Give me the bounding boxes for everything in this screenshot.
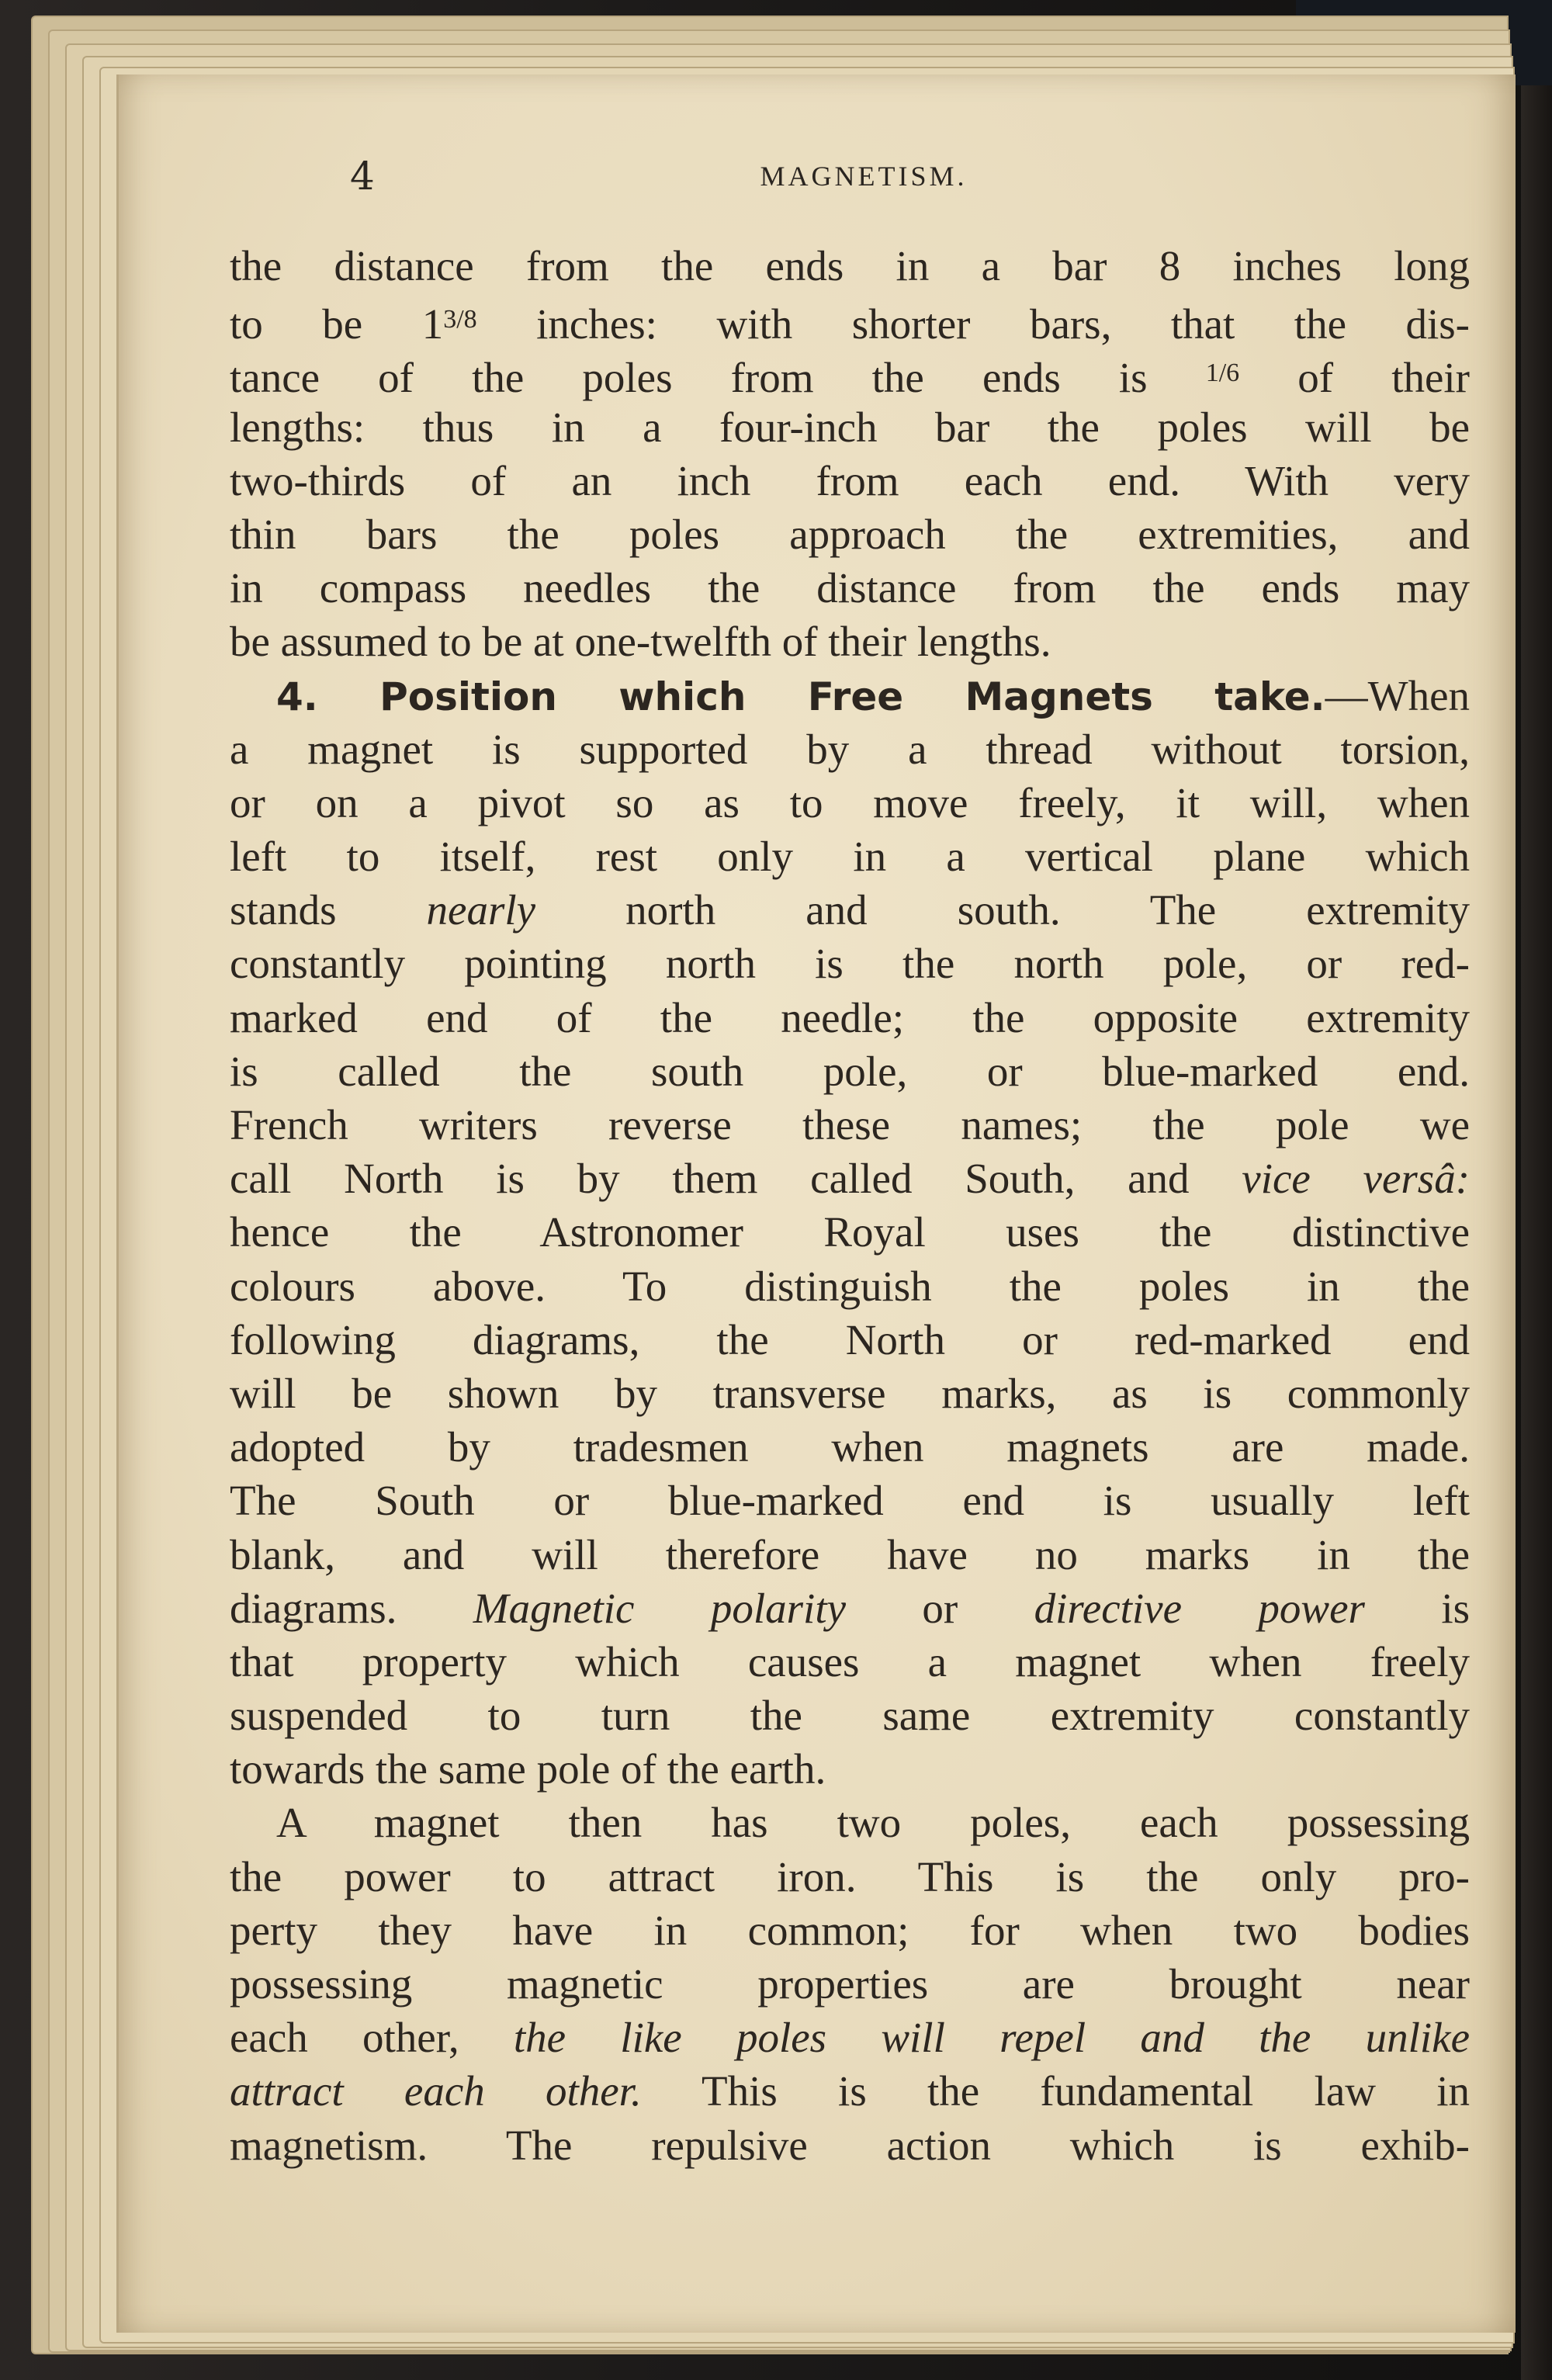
text-line: possessing magnetic properties are brought near: [230, 1960, 1470, 2008]
fraction: 3/8: [443, 305, 477, 334]
text-line: perty they have in common; for when two bodies: [230, 1906, 1470, 1954]
section-heading: 4. Position which Free Magnets take.: [276, 674, 1325, 719]
text-line: is called the south pole, or blue-marked end.: [230, 1047, 1470, 1095]
text-line: the power to attract iron. This is the only pro-: [230, 1852, 1470, 1900]
text-line: two-thirds of an inch from each end. With very: [230, 456, 1470, 504]
text-line: stands nearly north and south. The extremity: [230, 886, 1471, 934]
body-text: [230, 239, 1470, 2172]
text-line: call North is by them called South, and vice versâ:: [230, 1155, 1471, 1203]
page-number: 4: [350, 154, 375, 199]
text-line: the distance from the ends in a bar 8 inches long: [230, 242, 1470, 289]
text-line: a magnet is supported by a thread without torsion,: [230, 725, 1470, 773]
text-line: attract each other. This is the fundamental law in: [230, 2067, 1471, 2115]
text-line: colours above. To distinguish the poles in the: [230, 1262, 1470, 1310]
text-line: suspended to turn the same extremity constantly: [230, 1692, 1470, 1740]
book-binding: [1521, 0, 1552, 2380]
text-line: will be shown by transverse marks, as is commonly: [230, 1369, 1470, 1417]
text-line: constantly pointing north is the north pole, or red-: [230, 940, 1470, 988]
running-head: [119, 154, 1516, 208]
text-line: thin bars the poles approach the extremities, and: [230, 510, 1470, 558]
text-line: that property which causes a magnet when freely: [230, 1637, 1470, 1685]
text-line: hence the Astronomer Royal uses the distinctive: [230, 1208, 1470, 1256]
text-line: or on a pivot so as to move freely, it will, when: [230, 778, 1470, 826]
text-line: magnetism. The repulsive action which is exhib-: [230, 2121, 1470, 2169]
text-line: A magnet then has two poles, each possessing: [276, 1799, 1470, 1847]
text-line: diagrams. Magnetic polarity or directive power is: [230, 1584, 1471, 1632]
text-line: left to itself, rest only in a vertical plane which: [230, 833, 1470, 881]
text-line: The South or blue-marked end is usually left: [230, 1477, 1470, 1525]
text-line: each other, the like poles will repel and the unlike: [230, 2014, 1470, 2062]
text-line: tance of the poles from the ends is $^{1/6}$ of their: [230, 354, 1470, 402]
text-line: blank, and will therefore have no marks in the: [230, 1530, 1470, 1578]
fraction: 1/6: [1205, 359, 1240, 388]
text-line: marked end of the needle; the opposite extremity: [230, 993, 1470, 1041]
text-line: following diagrams, the North or red-marked end: [230, 1315, 1470, 1363]
text-line: lengths: thus in a four-inch bar the poles will be: [230, 403, 1470, 451]
text-line: be assumed to be at one-twelfth of their lengths.: [230, 618, 1051, 666]
text-line: to be $1^{3/8}$ inches: with shorter bars, that the dis-: [230, 300, 1470, 348]
text-line: in compass needles the distance from the ends may: [230, 564, 1470, 612]
text-line: French writers reverse these names; the pole we: [230, 1101, 1470, 1148]
text-line: 4. Position which Free Magnets take.—When: [276, 671, 1470, 719]
running-title: MAGNETISM.: [760, 161, 968, 192]
text-line: towards the same pole of the earth.: [230, 1745, 826, 1793]
text-line: adopted by tradesmen when magnets are made.: [230, 1423, 1470, 1471]
